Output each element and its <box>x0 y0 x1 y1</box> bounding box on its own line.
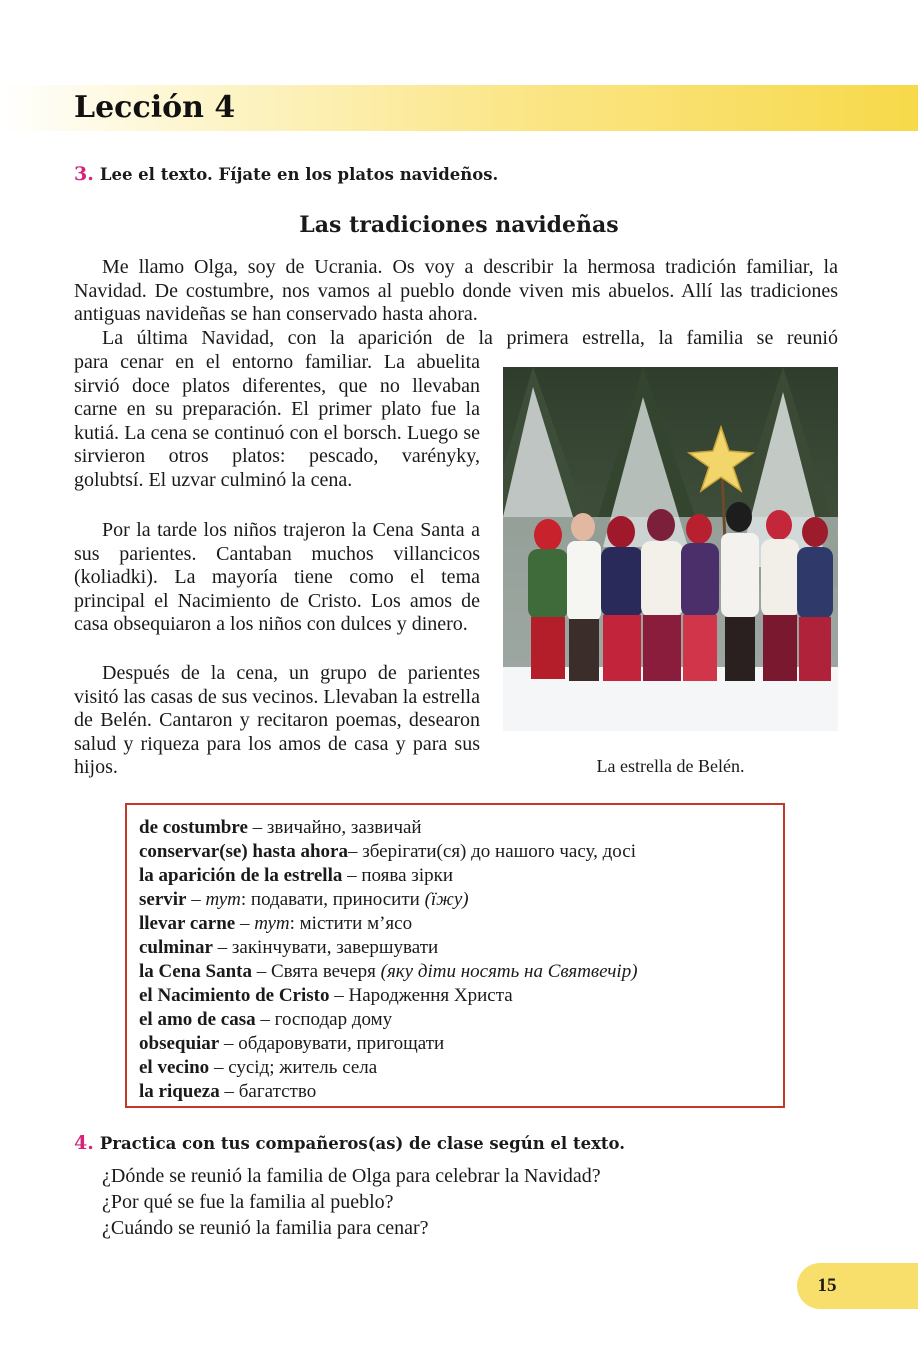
vocab-row <box>139 816 771 840</box>
vocab-separator: – <box>247 817 267 838</box>
vocab-translation: зберігати(ся) до нашого часу, досі <box>362 841 636 862</box>
vocab-separator: – <box>255 1009 275 1030</box>
task-number: 4. <box>74 1132 94 1154</box>
vocab-separator: – <box>212 937 232 958</box>
vocab-term: servir <box>139 889 187 910</box>
question-2: ¿Por qué se fue la familia al pueblo? <box>102 1191 394 1213</box>
vocab-row <box>139 864 771 888</box>
vocab-separator: – <box>209 1057 229 1078</box>
vocab-term: el Nacimiento de Cristo <box>139 985 330 1006</box>
vocab-separator: – <box>342 865 362 886</box>
task-number: 3. <box>74 163 94 185</box>
reading-title: Las tradiciones navideñas <box>299 212 619 238</box>
carolers-illustration <box>503 367 838 731</box>
vocab-term: la aparición de la estrella <box>139 865 343 886</box>
vocab-term: el vecino <box>139 1057 210 1078</box>
vocab-term: culminar <box>139 937 213 958</box>
vocab-row <box>139 888 771 912</box>
task-3-heading <box>74 163 498 186</box>
vocab-term: conservar(se) hasta ahora <box>139 841 348 862</box>
vocab-separator: – <box>251 961 271 982</box>
vocab-separator: – <box>347 841 363 862</box>
task-instruction: Practica con tus compañeros(as) de clase según el texto. <box>99 1134 625 1153</box>
vocab-note: (яку діти носять на Святвечір) <box>380 961 638 982</box>
vocab-translation: обдаровувати, пригощати <box>238 1033 445 1054</box>
vocab-term: de costumbre <box>139 817 248 838</box>
vocab-row <box>139 1056 771 1080</box>
paragraph-1: Me llamo Olga, soy de Ucrania. Os voy a describir la hermosa tradición familiar, la Navidad. De costumbre, nos vamos al pueblo donde viven mis abuelos. Allí las tradiciones antiguas navideñas se han conservado hasta ahora. <box>74 256 838 325</box>
vocab-translation: : подавати, приносити <box>240 889 425 910</box>
vocab-row <box>139 1008 771 1032</box>
task-instruction: Lee el texto. Fíjate en los platos navideños. <box>99 165 499 184</box>
task-4-heading <box>74 1132 625 1155</box>
vocab-separator: – <box>329 985 349 1006</box>
vocab-term: el amo de casa <box>139 1009 256 1030</box>
vocab-translation: сусід; житель села <box>228 1057 378 1078</box>
vocab-translation: закінчувати, завершувати <box>231 937 439 958</box>
vocab-separator: – <box>186 889 206 910</box>
lesson-title: Lección 4 <box>74 90 236 125</box>
vocab-term: llevar carne <box>139 913 236 934</box>
vocab-context-label: тут <box>254 913 290 934</box>
vocab-translation: : містити м’ясо <box>289 913 413 934</box>
vocab-context-label: тут <box>205 889 241 910</box>
vocab-translation: поява зірки <box>361 865 453 886</box>
vocab-translation: Народження Христа <box>348 985 513 1006</box>
vocab-row <box>139 912 771 936</box>
vocab-row <box>139 1032 771 1056</box>
paragraph-2-continued: para cenar en el entorno familiar. La abuelita sirvió doce platos diferentes, que no llevaban carne en su preparación. El primer plato fue la kutiá. La cena se continuó con el borsch. Luego se sirvieron otros platos: pescado, varényky, golubtsí. El uzvar culminó la cena. <box>74 351 480 491</box>
page-number: 15 <box>817 1275 837 1296</box>
vocab-separator: – <box>235 913 255 934</box>
vocab-note: (їжу) <box>424 889 469 910</box>
vocab-row <box>139 936 771 960</box>
carolers-photo <box>503 367 838 731</box>
vocab-row <box>139 840 771 864</box>
vocab-term: la riqueza <box>139 1081 220 1102</box>
photo-caption: La estrella de Belén. <box>596 756 745 776</box>
vocab-separator: – <box>219 1081 239 1102</box>
vocab-translation: Свята вечеря <box>270 961 381 982</box>
vocab-translation: багатство <box>238 1081 317 1102</box>
vocab-row <box>139 1080 771 1104</box>
vocab-translation: господар дому <box>274 1009 393 1030</box>
vocab-term: obsequiar <box>139 1033 220 1054</box>
paragraph-3: Por la tarde los niños trajeron la Cena Santa a sus parientes. Cantaban muchos villancicos (koliadki). La mayoría tiene como el tema principal el Nacimiento de Cristo. Los amos de casa obsequiaron a los niños con dulces y dinero. <box>74 519 480 635</box>
vocab-separator: – <box>219 1033 239 1054</box>
paragraph-4: Después de la cena, un grupo de parientes visitó las casas de sus vecinos. Llevaban la estrella de Belén. Cantaron y recitaron poemas, desearon salud y riqueza para los amos de casa y para sus hijos. <box>74 662 480 778</box>
vocab-row <box>139 960 771 984</box>
vocab-term: la Cena Santa <box>139 961 252 982</box>
question-3: ¿Cuándo se reunió la familia para cenar? <box>102 1217 429 1239</box>
vocab-translation: звичайно, зазвичай <box>266 817 422 838</box>
vocabulary-box <box>125 803 785 1108</box>
question-1: ¿Dónde se reunió la familia de Olga para celebrar la Navidad? <box>102 1165 601 1187</box>
paragraph-2-first-line: La última Navidad, con la aparición de la primera estrella, la familia se reunió <box>102 327 838 349</box>
vocab-row <box>139 984 771 1008</box>
